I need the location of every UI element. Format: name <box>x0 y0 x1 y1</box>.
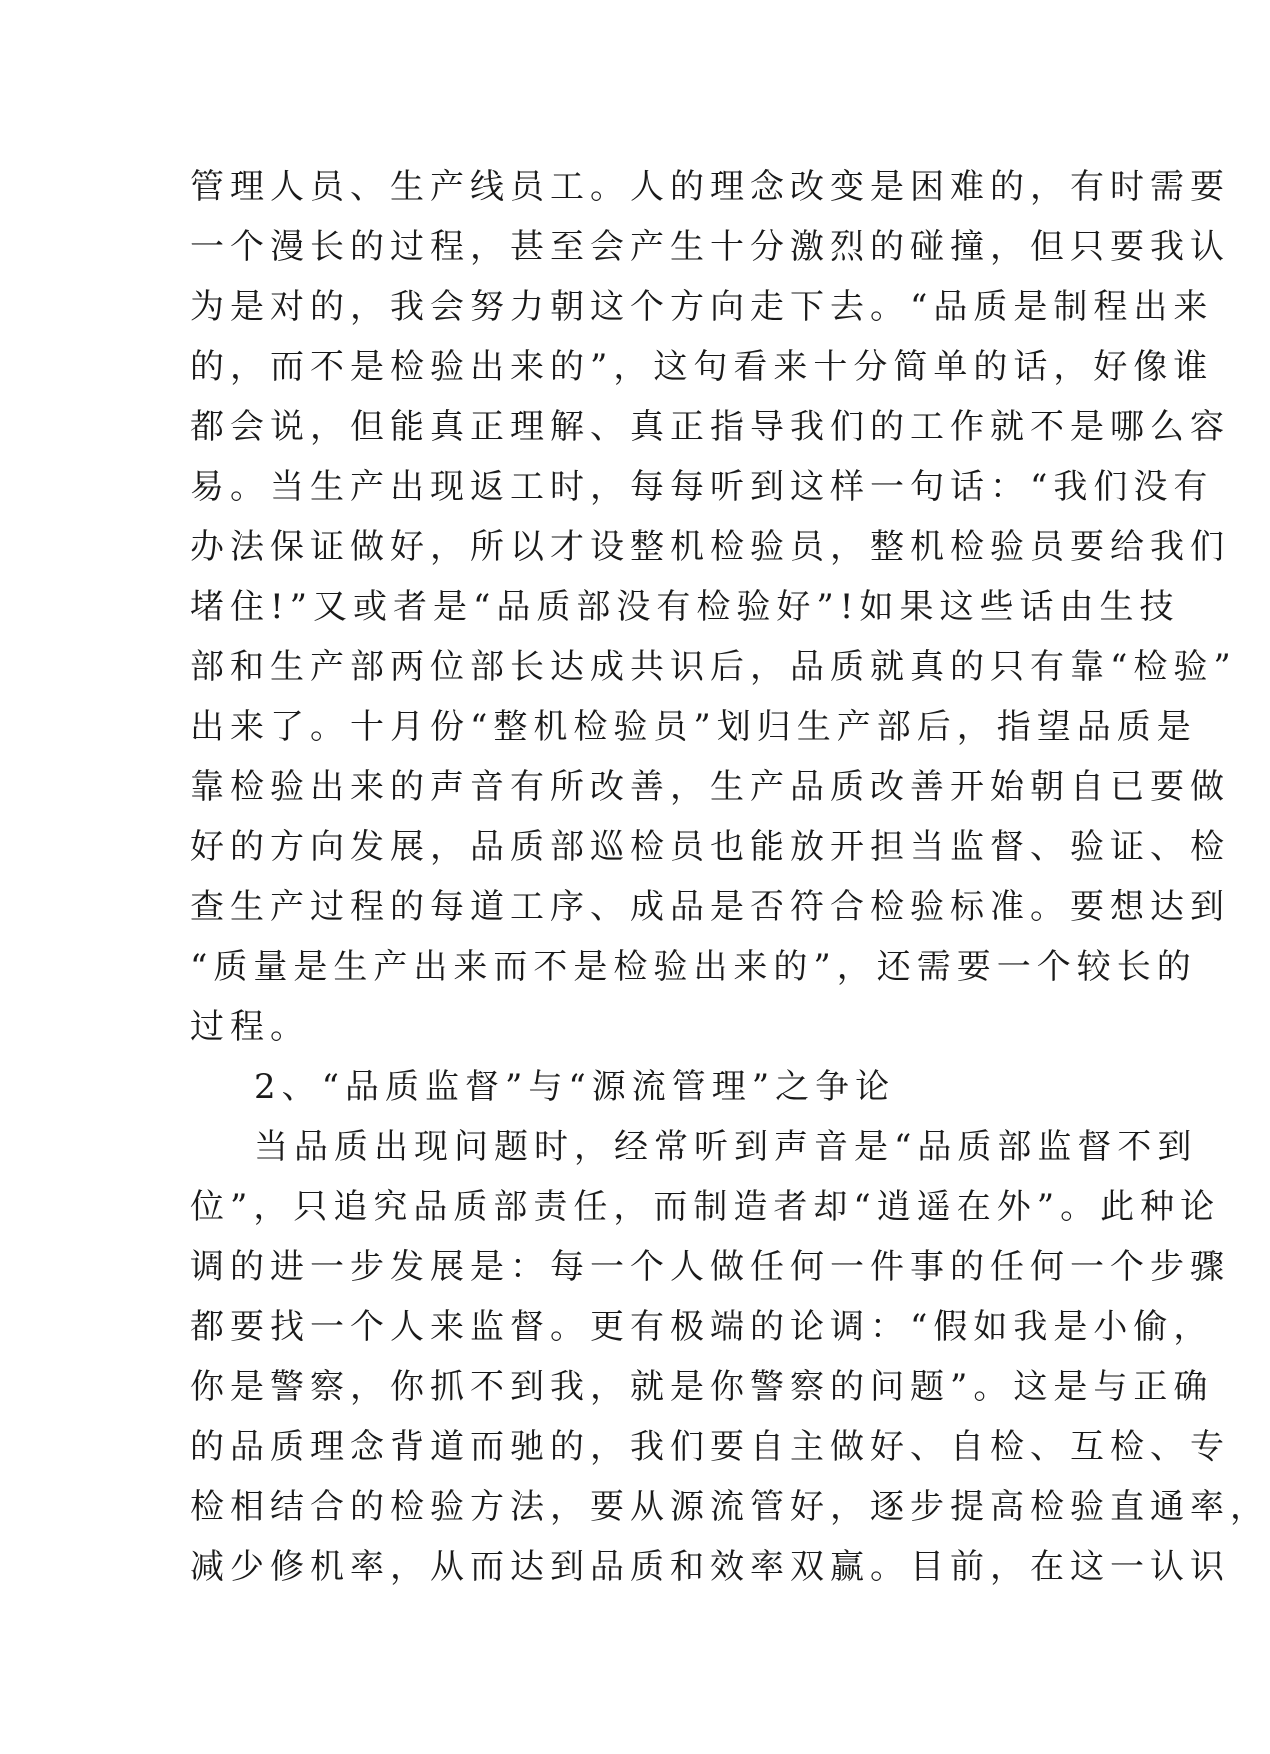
text-line: 查生产过程的每道工序、成品是否符合检验标准。要想达到 <box>190 887 1230 927</box>
text-line: 当品质出现问题时，经常听到声音是“品质部监督不到 <box>254 1127 1198 1167</box>
text-line: 都会说，但能真正理解、真正指导我们的工作就不是哪么容 <box>190 407 1230 447</box>
text-line: 都要找一个人来监督。更有极端的论调：“假如我是小偷， <box>190 1307 1214 1347</box>
section-heading: 2、“品质监督”与“源流管理”之争论 <box>254 1067 896 1107</box>
body-text <box>190 157 1270 1597</box>
text-line: 一个漫长的过程，甚至会产生十分激烈的碰撞，但只要我认 <box>190 227 1230 267</box>
text-line: 过程。 <box>190 1007 310 1047</box>
text-line: 为是对的，我会努力朝这个方向走下去。“品质是制程出来 <box>190 287 1214 327</box>
text-line: 位”，只追究品质部责任，而制造者却“逍遥在外”。此种论 <box>190 1187 1221 1227</box>
text-line: 办法保证做好，所以才设整机检验员，整机检验员要给我们 <box>190 527 1230 567</box>
text-line: 你是警察，你抓不到我，就是你警察的问题”。这是与正确 <box>190 1367 1214 1407</box>
text-line: 减少修机率，从而达到品质和效率双赢。目前，在这一认识 <box>190 1547 1230 1587</box>
text-line: 调的进一步发展是：每一个人做任何一件事的任何一个步骤 <box>190 1247 1230 1287</box>
text-line: 好的方向发展，品质部巡检员也能放开担当监督、验证、检 <box>190 827 1230 867</box>
text-line: 管理人员、生产线员工。人的理念改变是困难的，有时需要 <box>190 167 1230 207</box>
text-line: 靠检验出来的声音有所改善，生产品质改善开始朝自已要做 <box>190 767 1230 807</box>
text-line: 易。当生产出现返工时，每每听到这样一句话：“我们没有 <box>190 467 1214 507</box>
text-line: 部和生产部两位部长达成共识后，品质就真的只有靠“检验” <box>190 647 1237 687</box>
text-line: 堵住!”又或者是“品质部没有检验好”!如果这些话由生技 <box>190 587 1180 627</box>
text-line: 的品质理念背道而驰的，我们要自主做好、自检、互检、专 <box>190 1427 1230 1467</box>
text-line: “质量是生产出来而不是检验出来的”，还需要一个较长的 <box>190 947 1197 987</box>
text-line: 检相结合的检验方法，要从源流管好，逐步提高检验直通率， <box>190 1487 1270 1527</box>
text-line: 的，而不是检验出来的”，这句看来十分简单的话，好像谁 <box>190 347 1214 387</box>
text-line: 出来了。十月份“整机检验员”划归生产部后，指望品质是 <box>190 707 1197 747</box>
